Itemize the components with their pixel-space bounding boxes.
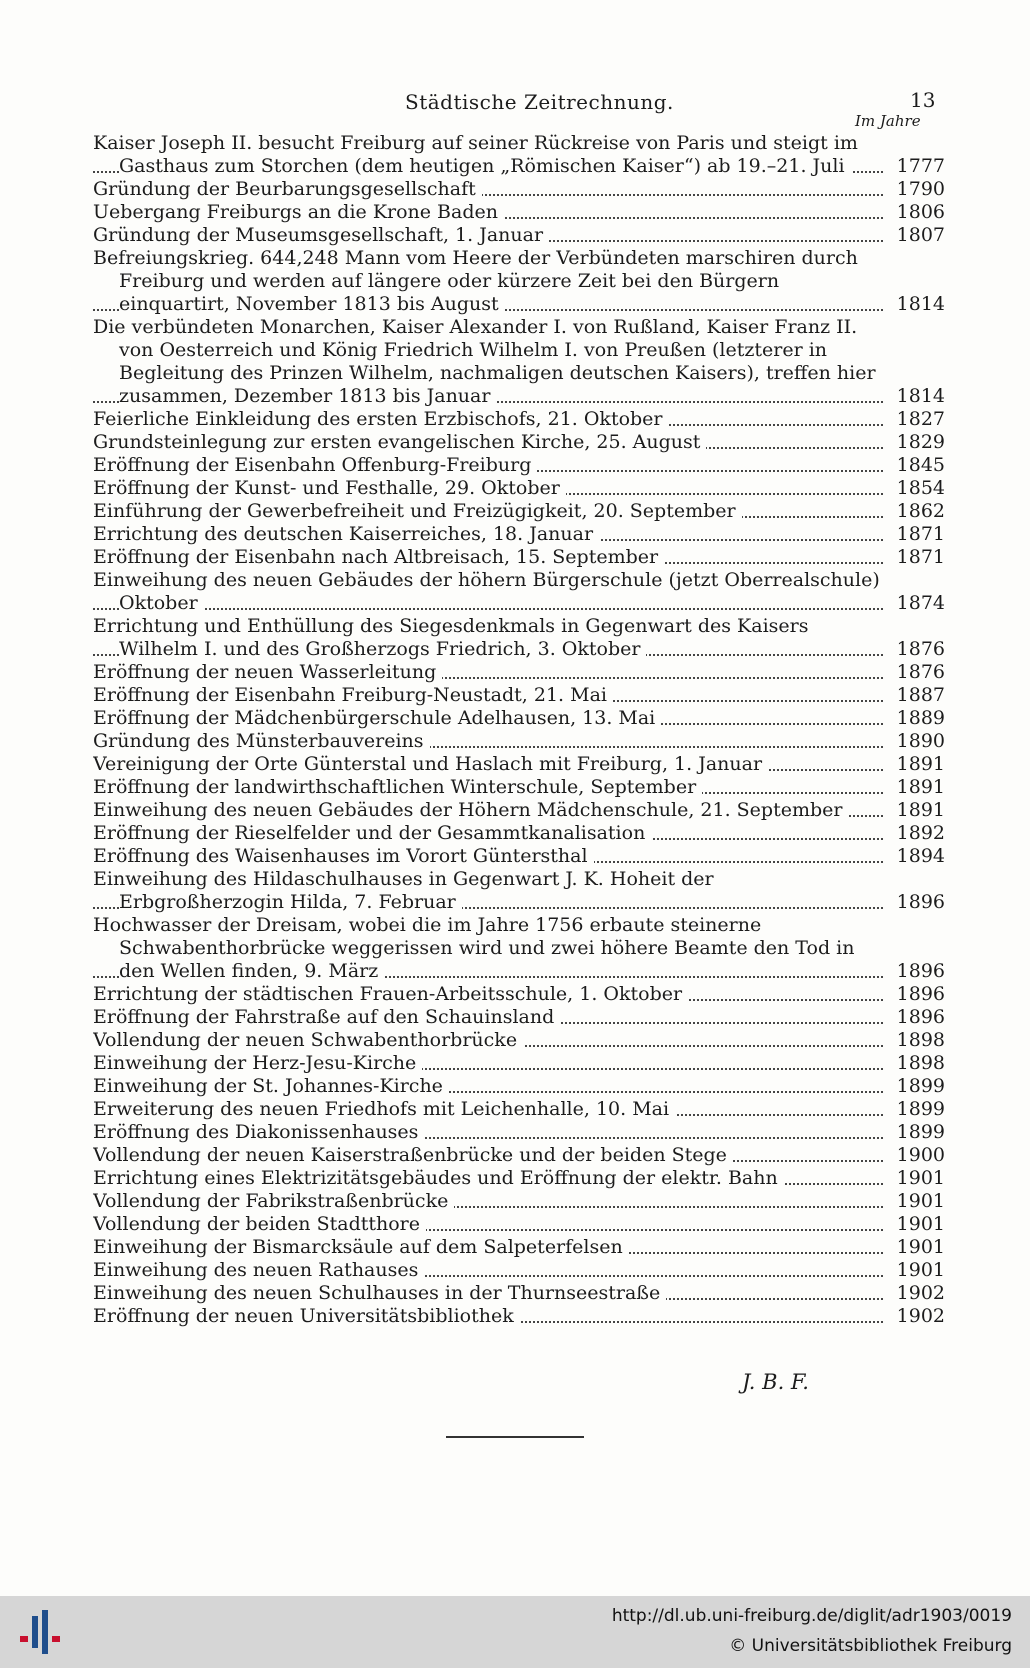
entry-text xyxy=(93,247,883,316)
chronology-entry xyxy=(93,1121,945,1144)
entry-description: Einweihung des neuen Rathauses xyxy=(93,1259,424,1281)
entry-text xyxy=(93,1029,883,1052)
entry-text xyxy=(93,178,883,201)
entry-year: 1874 xyxy=(896,592,945,614)
entry-text xyxy=(93,546,883,569)
entry-description: Eröffnung der neuen Universitätsbibliothek xyxy=(93,1305,520,1327)
entry-text xyxy=(93,500,883,523)
entry-year: 1902 xyxy=(896,1305,945,1327)
chronology-entry xyxy=(93,546,945,569)
chronology-entry xyxy=(93,684,945,707)
entry-description: Einweihung der St. Johannes-Kirche xyxy=(93,1075,449,1097)
entry-description: Eröffnung des Waisenhauses im Vorort Güntersthal xyxy=(93,845,594,867)
entry-year: 1901 xyxy=(896,1190,945,1212)
entry-text xyxy=(93,776,883,799)
entry-description: Einweihung des neuen Schulhauses in der Thurnseestraße xyxy=(93,1282,666,1304)
chronology-entry xyxy=(93,316,945,408)
entry-year: 1777 xyxy=(896,155,945,177)
entry-year: 1901 xyxy=(896,1213,945,1235)
entry-description: Eröffnung des Diakonissenhauses xyxy=(93,1121,424,1143)
entry-description: Einweihung der Herz-Jesu-Kirche xyxy=(93,1052,422,1074)
chronology-entry xyxy=(93,247,945,316)
entry-year: 1898 xyxy=(896,1052,945,1074)
entry-text xyxy=(93,316,883,408)
entry-text xyxy=(93,707,883,730)
entry-text xyxy=(93,1213,883,1236)
chronology-entry xyxy=(93,1075,945,1098)
entry-year: 1845 xyxy=(896,454,945,476)
entry-text xyxy=(93,1236,883,1259)
entry-description: Kaiser Joseph II. besucht Freiburg auf seiner Rückreise von Paris und steigt im Gasthaus zum Storchen (dem heutigen „Römischen Kaiser“) ab 19.–21. Juli xyxy=(93,132,858,177)
author-signature: J. B. F. xyxy=(742,1370,809,1394)
chronology-entry xyxy=(93,1190,945,1213)
chronology-entry xyxy=(93,408,945,431)
chronology-entry xyxy=(93,661,945,684)
entry-year: 1814 xyxy=(896,293,945,315)
entry-year: 1899 xyxy=(896,1075,945,1097)
entry-description: Erweiterung des neuen Friedhofs mit Leichenhalle, 10. Mai xyxy=(93,1098,675,1120)
chronology-entry xyxy=(93,799,945,822)
chronology-entry xyxy=(93,454,945,477)
entry-year: 1892 xyxy=(896,822,945,844)
entry-description: Vollendung der neuen Kaiserstraßenbrücke und der beiden Stege xyxy=(93,1144,733,1166)
chronology-entry xyxy=(93,1259,945,1282)
library-logo-icon xyxy=(18,1608,62,1658)
chronology-entry xyxy=(93,431,945,454)
entry-description: Vollendung der beiden Stadtthore xyxy=(93,1213,426,1235)
entry-year: 1890 xyxy=(896,730,945,752)
entry-description: Errichtung eines Elektrizitätsgebäudes und Eröffnung der elektr. Bahn xyxy=(93,1167,784,1189)
chronology-entry xyxy=(93,730,945,753)
entry-description: Befreiungskrieg. 644,248 Mann vom Heere der Verbündeten marschiren durch Freiburg und werden auf längere oder kürzere Zeit bei den Bürgern einquartirt, November 1813 bis August xyxy=(93,247,858,315)
chronology-entry xyxy=(93,1144,945,1167)
entry-year: 1807 xyxy=(896,224,945,246)
chronology-entry xyxy=(93,868,945,914)
entry-description: Eröffnung der neuen Wasserleitung xyxy=(93,661,442,683)
entry-year: 1862 xyxy=(896,500,945,522)
closing-rule xyxy=(446,1436,584,1438)
entry-text xyxy=(93,661,883,684)
entry-description: Hochwasser der Dreisam, wobei die im Jahre 1756 erbaute steinerne Schwabenthorbrücke weggerissen wird und zwei höhere Beamte den Tod in den Wellen finden, 9. März xyxy=(93,914,855,982)
entry-description: Vollendung der Fabrikstraßenbrücke xyxy=(93,1190,454,1212)
entry-year: 1899 xyxy=(896,1121,945,1143)
chronology-entry xyxy=(93,1098,945,1121)
chronology-entry xyxy=(93,500,945,523)
entry-text xyxy=(93,914,883,983)
entry-text xyxy=(93,201,883,224)
entry-description: Eröffnung der Eisenbahn Freiburg-Neustadt, 21. Mai xyxy=(93,684,613,706)
chronology-entry xyxy=(93,983,945,1006)
entry-year: 1899 xyxy=(896,1098,945,1120)
entry-text xyxy=(93,1190,883,1213)
entry-text xyxy=(93,845,883,868)
copyright-notice: © Universitätsbibliothek Freiburg xyxy=(729,1636,1012,1656)
entry-text xyxy=(93,1052,883,1075)
chronology-entry xyxy=(93,1213,945,1236)
entry-year: 1889 xyxy=(896,707,945,729)
entry-year: 1902 xyxy=(896,1282,945,1304)
entry-description: Gründung des Münsterbauvereins xyxy=(93,730,430,752)
chronology-entry xyxy=(93,1305,945,1328)
chronology-entry xyxy=(93,1052,945,1075)
entry-description: Eröffnung der Kunst- und Festhalle, 29. Oktober xyxy=(93,477,566,499)
leader-dots xyxy=(93,608,883,610)
entry-year: 1896 xyxy=(896,983,945,1005)
entry-text xyxy=(93,1098,883,1121)
entry-text xyxy=(93,1006,883,1029)
entry-text xyxy=(93,753,883,776)
entry-description: Uebergang Freiburgs an die Krone Baden xyxy=(93,201,504,223)
chronology-entry xyxy=(93,615,945,661)
entry-text xyxy=(93,132,883,178)
entry-year: 1894 xyxy=(896,845,945,867)
entry-text xyxy=(93,1259,883,1282)
entry-description: Gründung der Beurbarungsgesellschaft xyxy=(93,178,482,200)
entry-text xyxy=(93,1075,883,1098)
entry-description: Errichtung der städtischen Frauen-Arbeitsschule, 1. Oktober xyxy=(93,983,688,1005)
chronology-entry xyxy=(93,914,945,983)
chronology-entry xyxy=(93,707,945,730)
entry-description: Errichtung des deutschen Kaiserreiches, 18. Januar xyxy=(93,523,599,545)
entry-text xyxy=(93,1282,883,1305)
entry-text xyxy=(93,684,883,707)
entry-description: Einweihung des neuen Gebäudes der höhern Bürgerschule (jetzt Oberrealschule) Oktober xyxy=(93,569,880,614)
document-url-link[interactable]: http://dl.ub.uni-freiburg.de/diglit/adr1903/0019 xyxy=(611,1606,1012,1626)
chronology-entry xyxy=(93,178,945,201)
entry-year: 1901 xyxy=(896,1236,945,1258)
chronology-entry xyxy=(93,1236,945,1259)
entry-description: Einweihung des neuen Gebäudes der Höhern Mädchenschule, 21. September xyxy=(93,799,848,821)
page-title: Städtische Zeitrechnung. xyxy=(405,90,674,114)
entry-description: Eröffnung der Mädchenbürgerschule Adelhausen, 13. Mai xyxy=(93,707,661,729)
entry-year: 1891 xyxy=(896,753,945,775)
entry-text xyxy=(93,408,883,431)
entry-description: Einweihung des Hildaschulhauses in Gegenwart J. K. Hoheit der Erbgroßherzogin Hilda, 7. Februar xyxy=(93,868,714,913)
chronology-entry xyxy=(93,753,945,776)
entry-text xyxy=(93,477,883,500)
chronology-entry xyxy=(93,523,945,546)
chronology-entry xyxy=(93,132,945,178)
entry-description: Die verbündeten Monarchen, Kaiser Alexander I. von Rußland, Kaiser Franz II. von Oesterreich und König Friedrich Wilhelm I. von Preußen (letzterer in Begleitung des Prinzen Wilhelm, nachmaligen deutschen Kaisers), treffen hier zusammen, Dezember 1813 bis Januar xyxy=(93,316,876,407)
entry-year: 1814 xyxy=(896,385,945,407)
entry-year: 1898 xyxy=(896,1029,945,1051)
entry-text xyxy=(93,1144,883,1167)
entry-year: 1871 xyxy=(896,523,945,545)
entry-year: 1876 xyxy=(896,661,945,683)
entry-description: Einführung der Gewerbefreiheit und Freizügigkeit, 20. September xyxy=(93,500,742,522)
year-column-heading: Im Jahre xyxy=(855,112,921,130)
entry-text xyxy=(93,730,883,753)
chronology-entry xyxy=(93,201,945,224)
entry-text xyxy=(93,1121,883,1144)
chronology-entry xyxy=(93,845,945,868)
viewer-footer xyxy=(0,1596,1030,1668)
entry-year: 1790 xyxy=(896,178,945,200)
entry-text xyxy=(93,868,883,914)
entry-year: 1887 xyxy=(896,684,945,706)
entry-text xyxy=(93,454,883,477)
chronology-entry xyxy=(93,1029,945,1052)
entry-description: Eröffnung der Eisenbahn nach Altbreisach, 15. September xyxy=(93,546,664,568)
entry-description: Einweihung der Bismarcksäule auf dem Salpeterfelsen xyxy=(93,1236,629,1258)
entry-text xyxy=(93,1167,883,1190)
entry-text xyxy=(93,822,883,845)
page-number: 13 xyxy=(910,88,936,112)
entry-year: 1896 xyxy=(896,1006,945,1028)
entry-year: 1827 xyxy=(896,408,945,430)
entry-year: 1891 xyxy=(896,776,945,798)
chronology-entry xyxy=(93,477,945,500)
entry-text xyxy=(93,523,883,546)
entry-description: Eröffnung der landwirthschaftlichen Winterschule, September xyxy=(93,776,702,798)
chronology-entry xyxy=(93,1167,945,1190)
entry-text xyxy=(93,983,883,1006)
entry-year: 1876 xyxy=(896,638,945,660)
entry-year: 1901 xyxy=(896,1167,945,1189)
chronology-entry xyxy=(93,1006,945,1029)
entry-description: Vollendung der neuen Schwabenthorbrücke xyxy=(93,1029,523,1051)
entry-text xyxy=(93,224,883,247)
entry-year: 1806 xyxy=(896,201,945,223)
entry-text xyxy=(93,799,883,822)
entry-description: Eröffnung der Eisenbahn Offenburg-Freiburg xyxy=(93,454,537,476)
entry-year: 1871 xyxy=(896,546,945,568)
entry-text xyxy=(93,615,883,661)
chronology-list xyxy=(93,132,945,1328)
chronology-entry xyxy=(93,1282,945,1305)
entry-description: Eröffnung der Rieselfelder und der Gesammtkanalisation xyxy=(93,822,651,844)
entry-year: 1896 xyxy=(896,891,945,913)
entry-description: Gründung der Museumsgesellschaft, 1. Januar xyxy=(93,224,549,246)
entry-description: Vereinigung der Orte Günterstal und Haslach mit Freiburg, 1. Januar xyxy=(93,753,768,775)
entry-description: Eröffnung der Fahrstraße auf den Schauinsland xyxy=(93,1006,560,1028)
entry-description: Grundsteinlegung zur ersten evangelischen Kirche, 25. August xyxy=(93,431,706,453)
entry-year: 1891 xyxy=(896,799,945,821)
chronology-entry xyxy=(93,822,945,845)
entry-year: 1896 xyxy=(896,960,945,982)
entry-year: 1900 xyxy=(896,1144,945,1166)
entry-year: 1854 xyxy=(896,477,945,499)
entry-description: Feierliche Einkleidung des ersten Erzbischofs, 21. Oktober xyxy=(93,408,669,430)
chronology-entry xyxy=(93,224,945,247)
chronology-entry xyxy=(93,569,945,615)
entry-year: 1901 xyxy=(896,1259,945,1281)
chronology-entry xyxy=(93,776,945,799)
entry-description: Errichtung und Enthüllung des Siegesdenkmals in Gegenwart des Kaisers Wilhelm I. und des Großherzogs Friedrich, 3. Oktober xyxy=(93,615,809,660)
entry-text xyxy=(93,569,883,615)
entry-text xyxy=(93,1305,883,1328)
entry-year: 1829 xyxy=(896,431,945,453)
entry-text xyxy=(93,431,883,454)
